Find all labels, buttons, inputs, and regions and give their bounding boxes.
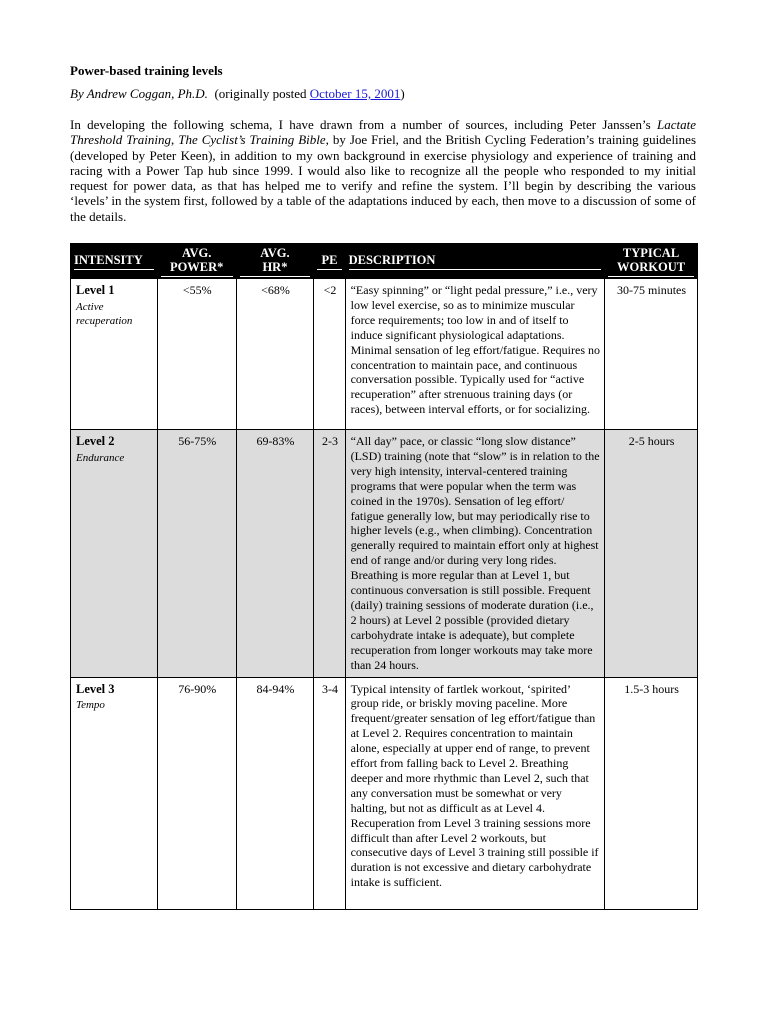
header-description: DESCRIPTION (345, 244, 604, 279)
header-workout: TYPICAL WORKOUT (605, 244, 698, 279)
workout-cell: 30-75 minutes (605, 279, 698, 430)
intro-text-1: In developing the following schema, I have drawn from a number of sources, including Peter Janssen’s (70, 117, 657, 132)
header-power: AVG. POWER* (157, 244, 236, 279)
workout-cell: 1.5-3 hours (605, 677, 698, 909)
byline-pre: (originally posted (207, 86, 310, 101)
author: By Andrew Coggan, Ph.D. (70, 86, 208, 101)
description-cell: Typical intensity of fartlek workout, ‘spirited’ group ride, or briskly moving paceline. More frequent/greater sensation of leg effort/fatigue than at Level 2. Requires concentration to maintain alone, especially at upper end of range, to prevent effort from falling back to Level 2. Breathing deeper and more rhythmic than Level 2, such that any conversation must be somewhat or very halting, but not as difficult as at Level 4. Recuperation from Level 3 training sessions more difficult than after Level 2 workouts, but consecutive days of Level 3 training still possible if duration is not excessive and dietary carbohydrate intake is sufficient. (345, 677, 604, 909)
intro-paragraph (70, 117, 696, 224)
header-intensity: INTENSITY (71, 244, 158, 279)
intro-text-2: , (171, 132, 179, 148)
description-cell: “All day” pace, or classic “long slow distance” (LSD) training (note that “slow” is in relation to the very high intensity, interval-centered training programs that were popular when the term was coined in the 1970s). Sensation of leg effort/ fatigue generally low, but may periodically rise to higher levels (e.g., when climbing). Concentration generally required to maintain effort only at highest end of range and/or during very long rides. Breathing is more regular than at Level 1, but continuous conversation is still possible. Frequent (daily) training sessions of moderate duration (i.e., 2 hours) at Level 2 possible (provided dietary carbohydrate intake is adequate), but complete recuperation from longer workouts may take more than 24 hours. (345, 430, 604, 678)
document-title: Power-based training levels (70, 63, 223, 78)
table-header-row (71, 244, 698, 279)
level-cell: Level 3 Tempo (71, 677, 158, 909)
description-cell: “Easy spinning” or “light pedal pressure,” i.e., very low level exercise, so as to minimize muscular force requirements; too low in and of itself to induce significant physiological adaptations. Minimal sensation of leg effort/fatigue. Requires no concentration to maintain pace, and continuous conversation possible. Typically used for “active recuperation” after strenuous training days (or races), between interval efforts, or for socializing. (345, 279, 604, 430)
hr-cell: <68% (236, 279, 314, 430)
header-hr: AVG. HR* (236, 244, 314, 279)
book-title-bible: The Cyclist’s Training Bible (178, 132, 326, 148)
level-cell: Level 1 Active recuperation (71, 279, 158, 430)
pe-cell: 2-3 (314, 430, 345, 678)
byline (70, 85, 698, 103)
posted-date-link[interactable]: October 15, 2001 (309, 86, 401, 101)
level-cell: Level 2 Endurance (71, 430, 158, 678)
byline-post: ) (400, 86, 405, 101)
power-cell: <55% (157, 279, 236, 430)
table-row (71, 677, 698, 909)
intro-text-3: , by Joe Friel, and the British Cycling Federation’s training guidelines (developed by Peter Keen), in addition to my own background in exercise physiology and experience of training and racing with a Power Tap hub since 1999. I would also like to recognize all the people who responded to my initial request for power data, as that has helped me to verify and refine the system. I’ll begin by describing the various ‘levels’ in the system first, followed by a table of the adaptations induced by each, then move to a discussion of some of the details. (70, 132, 697, 224)
power-cell: 76-90% (157, 677, 236, 909)
hr-cell: 69-83% (236, 430, 314, 678)
table-row (71, 279, 698, 430)
header-pe: PE (314, 244, 345, 279)
training-levels-table (70, 243, 698, 910)
power-cell: 56-75% (157, 430, 236, 678)
hr-cell: 84-94% (236, 677, 314, 909)
book-title-lactate: Lactate Threshold Training (70, 117, 696, 148)
pe-cell: 3-4 (314, 677, 345, 909)
document-body (70, 62, 698, 224)
workout-cell: 2-5 hours (605, 430, 698, 678)
pe-cell: <2 (314, 279, 345, 430)
table-row (71, 430, 698, 678)
